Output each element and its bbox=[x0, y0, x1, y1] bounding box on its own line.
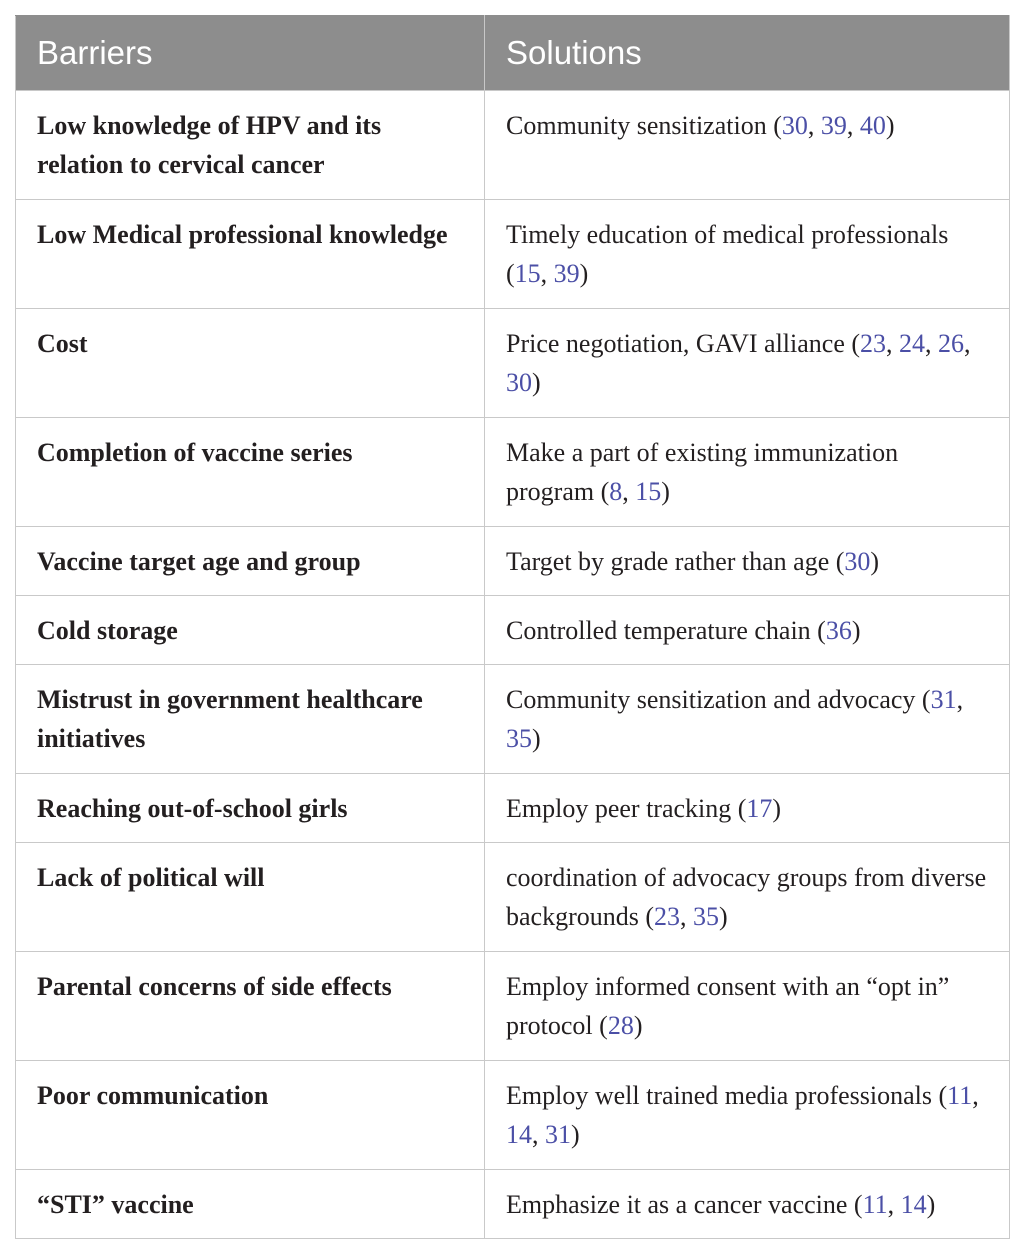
solution-end: ) bbox=[870, 547, 880, 576]
solution-end: ) bbox=[532, 724, 541, 753]
solution-text: Price negotiation, GAVI alliance ( bbox=[506, 329, 861, 358]
reference-link[interactable]: 15 bbox=[635, 477, 662, 506]
solution-cell bbox=[485, 527, 1010, 596]
solution-end: ) bbox=[661, 477, 670, 506]
solution-text: Community sensitization and advocacy ( bbox=[506, 685, 931, 714]
solution-end: ) bbox=[719, 902, 728, 931]
reference-link[interactable]: 11 bbox=[862, 1190, 888, 1219]
table-body bbox=[16, 91, 1010, 1239]
table-row bbox=[16, 952, 1010, 1061]
solution-end: ) bbox=[885, 111, 895, 140]
reference-link[interactable]: 36 bbox=[825, 616, 852, 645]
table-container bbox=[15, 15, 1009, 1239]
barrier-cell: Mistrust in government healthcare initiatives bbox=[16, 665, 485, 774]
barrier-cell: Completion of vaccine series bbox=[16, 418, 485, 527]
table-row bbox=[16, 774, 1010, 843]
solution-cell: Make a part of existing immunization program (8, 15) bbox=[485, 418, 1010, 527]
table-row bbox=[16, 418, 1010, 527]
table-header-row bbox=[16, 16, 1010, 91]
reference-link[interactable]: 35 bbox=[506, 724, 532, 753]
reference-link[interactable]: 17 bbox=[746, 794, 773, 823]
barrier-cell: Cost bbox=[16, 309, 485, 418]
solution-cell bbox=[485, 774, 1010, 843]
solution-cell: coordination of advocacy groups from diverse backgrounds (23, 35) bbox=[485, 843, 1010, 952]
solution-text: Timely education of medical professionals ( bbox=[506, 220, 949, 288]
reference-link[interactable]: 24 bbox=[899, 329, 926, 358]
solution-cell bbox=[485, 952, 1010, 1061]
solution-text: Emphasize it as a cancer vaccine ( bbox=[506, 1190, 863, 1219]
header-solutions: Solutions bbox=[485, 16, 1010, 91]
solution-end: ) bbox=[633, 1011, 643, 1040]
solution-text: Employ informed consent with an “opt in” protocol ( bbox=[506, 972, 950, 1040]
barrier-cell: Poor communication bbox=[16, 1061, 485, 1170]
solution-cell: Price negotiation, GAVI alliance (23, 24, 26, 30) bbox=[485, 309, 1010, 418]
table-row bbox=[16, 843, 1010, 952]
reference-link[interactable]: 30 bbox=[844, 547, 871, 576]
solution-text: Make a part of existing immunization program ( bbox=[506, 438, 899, 506]
header-barriers: Barriers bbox=[16, 16, 485, 91]
reference-link[interactable]: 39 bbox=[820, 111, 847, 140]
barrier-cell: Parental concerns of side effects bbox=[16, 952, 485, 1061]
reference-link[interactable]: 14 bbox=[900, 1190, 927, 1219]
solution-text: Employ well trained media professionals ( bbox=[506, 1081, 948, 1110]
solution-text: Controlled temperature chain ( bbox=[506, 616, 826, 645]
solution-end: ) bbox=[772, 794, 782, 823]
reference-link[interactable]: 11 bbox=[947, 1081, 973, 1110]
barrier-cell: Reaching out-of-school girls bbox=[16, 774, 485, 843]
reference-link[interactable]: 31 bbox=[930, 685, 957, 714]
barriers-solutions-table bbox=[15, 15, 1010, 1239]
reference-link[interactable]: 26 bbox=[938, 329, 965, 358]
table-row bbox=[16, 309, 1010, 418]
barrier-cell: “STI” vaccine bbox=[16, 1170, 485, 1239]
barrier-cell: Lack of political will bbox=[16, 843, 485, 952]
reference-link[interactable]: 23 bbox=[654, 902, 681, 931]
solution-cell: Emphasize it as a cancer vaccine (11, 14) bbox=[485, 1170, 1010, 1239]
reference-link[interactable]: 8 bbox=[609, 477, 623, 506]
solution-end: ) bbox=[579, 259, 589, 288]
table-row bbox=[16, 91, 1010, 200]
solution-end: ) bbox=[532, 368, 541, 397]
solution-cell: Employ well trained media professionals (11, 14, 31) bbox=[485, 1061, 1010, 1170]
solution-text: Community sensitization ( bbox=[506, 111, 782, 140]
solution-cell bbox=[485, 596, 1010, 665]
table-row bbox=[16, 527, 1010, 596]
solution-cell: Community sensitization (30, 39, 40) bbox=[485, 91, 1010, 200]
reference-link[interactable]: 35 bbox=[693, 902, 720, 931]
table-row bbox=[16, 1061, 1010, 1170]
solution-text: coordination of advocacy groups from diverse backgrounds ( bbox=[506, 863, 987, 931]
reference-link[interactable]: 28 bbox=[607, 1011, 634, 1040]
solution-end: ) bbox=[851, 616, 861, 645]
solution-cell: Timely education of medical professionals (15, 39) bbox=[485, 200, 1010, 309]
table-row bbox=[16, 665, 1010, 774]
reference-link[interactable]: 23 bbox=[860, 329, 887, 358]
solution-end: ) bbox=[926, 1190, 936, 1219]
barrier-cell: Low knowledge of HPV and its relation to cervical cancer bbox=[16, 91, 485, 200]
solution-end: ) bbox=[571, 1120, 580, 1149]
reference-link[interactable]: 31 bbox=[545, 1120, 571, 1149]
table-row bbox=[16, 596, 1010, 665]
reference-link[interactable]: 40 bbox=[859, 111, 886, 140]
reference-link[interactable]: 30 bbox=[781, 111, 808, 140]
barrier-cell: Low Medical professional knowledge bbox=[16, 200, 485, 309]
solution-cell: Community sensitization and advocacy (31, 35) bbox=[485, 665, 1010, 774]
table-row bbox=[16, 200, 1010, 309]
reference-link[interactable]: 15 bbox=[514, 259, 541, 288]
reference-link[interactable]: 14 bbox=[506, 1120, 532, 1149]
table-row bbox=[16, 1170, 1010, 1239]
solution-text: Employ peer tracking ( bbox=[506, 794, 747, 823]
barrier-cell: Cold storage bbox=[16, 596, 485, 665]
barrier-cell: Vaccine target age and group bbox=[16, 527, 485, 596]
reference-link[interactable]: 30 bbox=[506, 368, 532, 397]
reference-link[interactable]: 39 bbox=[553, 259, 580, 288]
solution-text: Target by grade rather than age ( bbox=[506, 547, 845, 576]
